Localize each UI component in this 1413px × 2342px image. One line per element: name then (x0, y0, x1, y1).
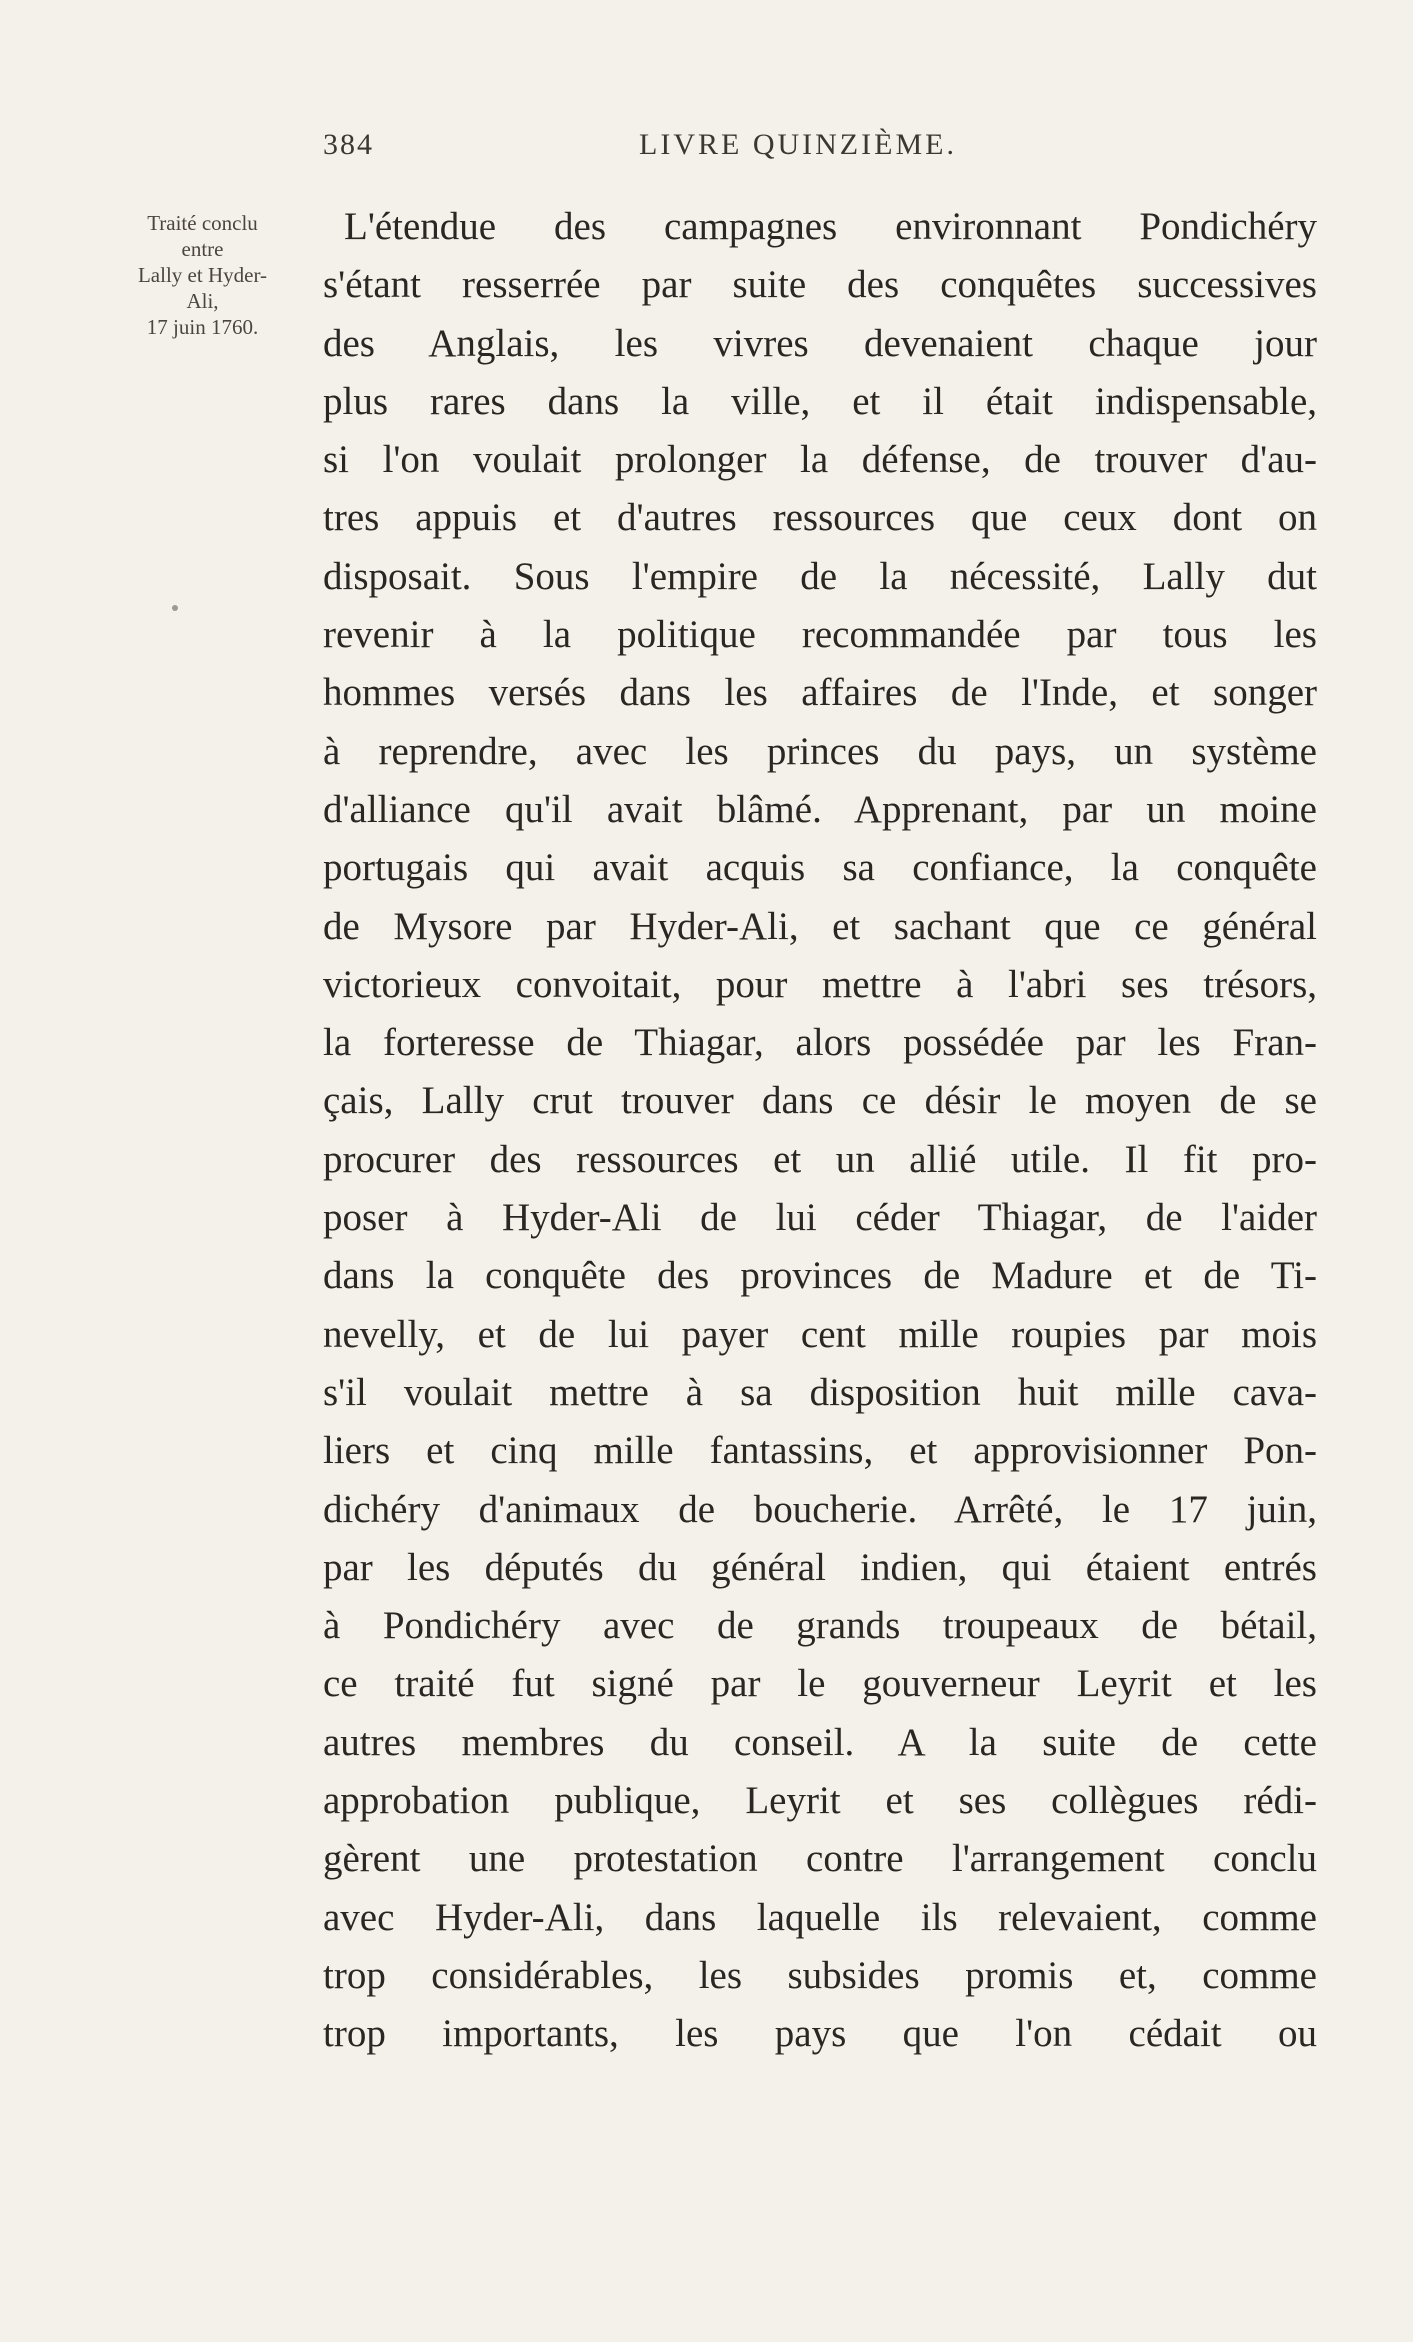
body-text (323, 198, 1317, 2064)
text-line: par les députés du général indien, qui étaient entrés (323, 1545, 1317, 1589)
text-line: autres membres du conseil. A la suite de cette (323, 1720, 1317, 1764)
text-line: de Mysore par Hyder-Ali, et sachant que ce général (323, 904, 1317, 948)
text-line: avec Hyder-Ali, dans laquelle ils relevaient, comme (323, 1895, 1317, 1939)
text-line: tres appuis et d'autres ressources que ceux dont on (323, 496, 1317, 540)
text-line: gèrent une protestation contre l'arrangement conclu (323, 1837, 1317, 1881)
text-line: portugais qui avait acquis sa confiance, la conquête (323, 846, 1317, 890)
text-line: à Pondichéry avec de grands troupeaux de bétail, (323, 1604, 1317, 1648)
text-line: plus rares dans la ville, et il était indispensable, (323, 379, 1317, 423)
text-line: L'étendue des campagnes environnant Pondichéry (344, 205, 1317, 248)
text-line: çais, Lally crut trouver dans ce désir le moyen de se (323, 1079, 1317, 1123)
text-line: approbation publique, Leyrit et ses collègues rédi- (323, 1779, 1317, 1823)
text-line: procurer des ressources et un allié utile. Il fit pro- (323, 1137, 1317, 1181)
text-line: la forteresse de Thiagar, alors possédée par les Fran- (323, 1021, 1317, 1065)
text-line: victorieux convoitait, pour mettre à l'abri ses trésors, (323, 962, 1317, 1006)
text-line: si l'on voulait prolonger la défense, de trouver d'au- (323, 438, 1317, 482)
text-line: nevelly, et de lui payer cent mille roupies par mois (323, 1312, 1317, 1356)
margin-note-line: Lally et Hyder- (137, 263, 268, 287)
margin-note-line: 17 juin 1760. (146, 315, 259, 339)
text-line: liers et cinq mille fantassins, et approvisionner Pon- (323, 1429, 1317, 1473)
text-line: revenir à la politique recommandée par tous les (323, 613, 1317, 657)
text-line: dichéry d'animaux de boucherie. Arrêté, le 17 juin, (323, 1487, 1317, 1531)
running-head (323, 128, 1023, 172)
text-line: s'il voulait mettre à sa disposition huit mille cava- (323, 1370, 1317, 1414)
text-line: ce traité fut signé par le gouverneur Leyrit et les (323, 1662, 1317, 1706)
ink-speck (172, 605, 178, 611)
text-line: trop considérables, les subsides promis et, comme (323, 1953, 1317, 1997)
page-number: 384 (323, 128, 374, 161)
margin-note-line: Traité conclu (147, 211, 258, 235)
text-line: des Anglais, les vivres devenaient chaque jour (323, 321, 1317, 365)
text-line: disposait. Sous l'empire de la nécessité, Lally dut (323, 554, 1317, 598)
margin-note-line: Ali, (186, 289, 219, 313)
text-line: trop importants, les pays que l'on cédait ou (323, 2012, 1317, 2056)
text-line: hommes versés dans les affaires de l'Inde, et songer (323, 671, 1317, 715)
text-line: dans la conquête des provinces de Madure et de Ti- (323, 1254, 1317, 1298)
margin-note-line: entre (181, 237, 224, 261)
text-line: à reprendre, avec les princes du pays, un système (323, 729, 1317, 773)
text-line: s'étant resserrée par suite des conquêtes successives (323, 263, 1317, 307)
text-line: d'alliance qu'il avait blâmé. Apprenant, par un moine (323, 787, 1317, 831)
text-line: poser à Hyder-Ali de lui céder Thiagar, de l'aider (323, 1196, 1317, 1240)
margin-note (100, 210, 305, 340)
chapter-title: LIVRE QUINZIÈME. (639, 128, 957, 161)
